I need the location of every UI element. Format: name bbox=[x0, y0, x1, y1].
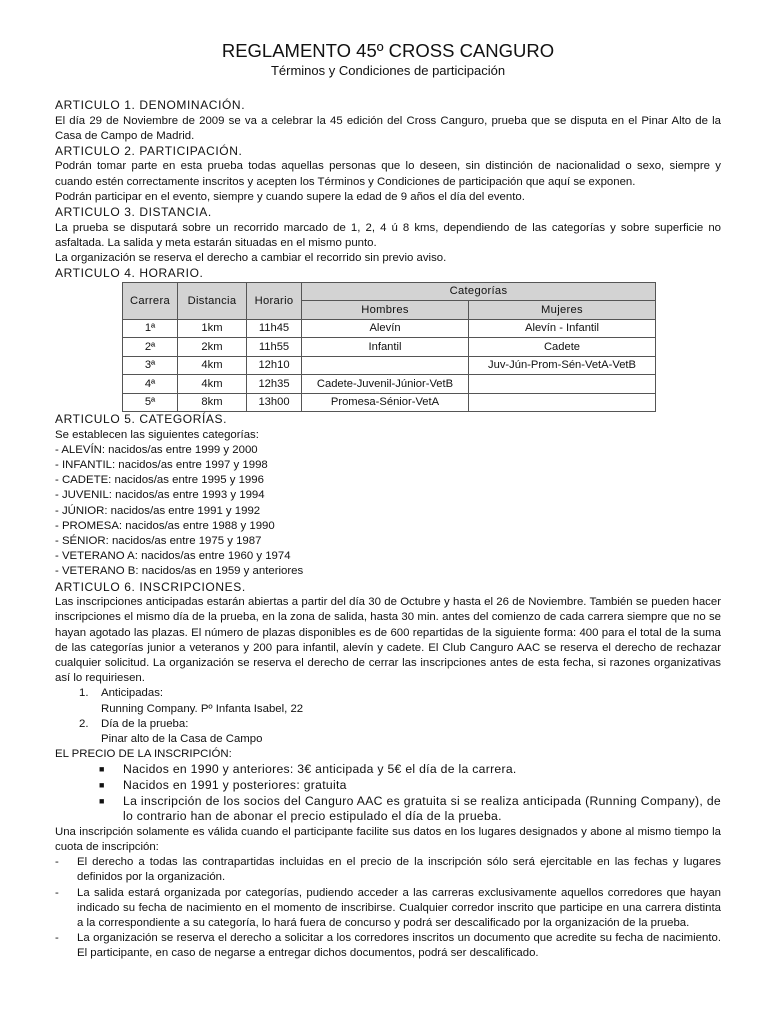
dash-text: La salida estará organizada por categorías, pudiendo acceder a las carreras exclusivamente aquellos corredores que hayan indicado su fecha de nacimiento en el momento de inscribirse. Cualquier corredor inscrito que participe en una carrera distinta a la correspondiente a su categoría, lo hará fuera de concurso y podrá ser descalificado por la organización de la prueba. bbox=[77, 886, 721, 929]
dash-text: La organización se reserva el derecho a solicitar a los corredores inscritos un documento que acredite su fecha de nacimiento. El participante, en caso de negarse a entregar dichos documentos, podrá ser descalificado. bbox=[77, 932, 721, 960]
header-distancia: Distancia bbox=[178, 282, 247, 319]
item-detail: Pinar alto de la Casa de Campo bbox=[101, 732, 263, 745]
cell-mujeres: Juv-Jún-Prom-Sén-VetA-VetB bbox=[469, 356, 656, 375]
category-item: - ALEVÍN: nacidos/as entre 1999 y 2000 bbox=[55, 443, 258, 456]
item-number: 2. bbox=[79, 717, 89, 730]
square-bullet-icon: ■ bbox=[99, 764, 105, 775]
category-item: - PROMESA: nacidos/as entre 1988 y 1990 bbox=[55, 519, 275, 532]
cell-mujeres: Cadete bbox=[469, 338, 656, 357]
header-categorias: Categorías bbox=[302, 282, 656, 301]
header-mujeres: Mujeres bbox=[469, 301, 656, 320]
article-2-paragraph-2: Podrán participar en el evento, siempre y cuando supere la edad de 9 años el día del evento. bbox=[55, 190, 525, 203]
cell-carrera: 3ª bbox=[123, 356, 178, 375]
cell-horario: 12h10 bbox=[247, 356, 302, 375]
cell-distancia: 2km bbox=[178, 338, 247, 357]
cell-horario: 13h00 bbox=[247, 393, 302, 412]
article-6-paragraph-1: Las inscripciones anticipadas estarán abiertas a partir del día 30 de Octubre y hasta el 26 de Noviembre. También se pueden hacer inscripciones el mismo día de la prueba, en la zona de salida, hasta 30 min. antes del comienzo de cada carrera siempre que no se hayan agotado las plazas. El número de plazas disponibles es de 600 repartidas de la siguiente forma: 400 para el total de la suma de las categorías junior a veteranos y 200 para infantil, alevín y cadete. El Club Canguro AAC se reserva el derecho de rechazar cualquier solicitud. La organización se reserva el derecho de cerrar las inscripciones antes de esta fecha, si razones organizativas así lo requiriesen. bbox=[55, 596, 721, 685]
article-5-heading: ARTICULO 5. CATEGORÍAS. bbox=[55, 412, 228, 427]
header-hombres: Hombres bbox=[302, 301, 469, 320]
article-3-paragraph-1: La prueba se disputará sobre un recorrido marcado de 1, 2, 4 ú 8 kms, dependiendo de las categorías y sobre superficie no asfaltada. La salida y meta estarán situadas en el mismo punto. bbox=[55, 221, 721, 249]
article-5-intro: Se establecen las siguientes categorías: bbox=[55, 428, 259, 441]
price-heading: EL PRECIO DE LA INSCRIPCIÓN: bbox=[55, 748, 232, 761]
item-number: 1. bbox=[79, 687, 89, 700]
cell-hombres: Cadete-Juvenil-Júnior-VetB bbox=[302, 375, 469, 394]
list-item bbox=[55, 886, 721, 932]
list-item bbox=[55, 931, 721, 961]
document-subtitle: Términos y Condiciones de participación bbox=[270, 63, 506, 78]
cell-horario: 12h35 bbox=[247, 375, 302, 394]
cell-mujeres bbox=[469, 393, 656, 412]
category-item: - JÚNIOR: nacidos/as entre 1991 y 1992 bbox=[55, 504, 261, 517]
cell-horario: 11h55 bbox=[247, 338, 302, 357]
cell-distancia: 1km bbox=[178, 319, 247, 338]
numbered-item bbox=[55, 717, 721, 732]
cell-hombres bbox=[302, 356, 469, 375]
numbered-item bbox=[55, 686, 721, 701]
price-list bbox=[55, 762, 721, 824]
price-text: Nacidos en 1991 y posteriores: gratuita bbox=[123, 777, 347, 792]
table-row bbox=[123, 338, 656, 357]
cell-mujeres bbox=[469, 375, 656, 394]
table-row bbox=[123, 375, 656, 394]
article-3-paragraph-2: La organización se reserva el derecho a cambiar el recorrido sin previo aviso. bbox=[55, 251, 447, 264]
item-label: Anticipadas: bbox=[101, 687, 164, 700]
article-3-heading: ARTICULO 3. DISTANCIA. bbox=[55, 205, 212, 220]
article-6-paragraph-2: Una inscripción solamente es válida cuando el participante facilite sus datos en los lugares designados y abone al mismo tiempo la cuota de inscripción: bbox=[55, 825, 721, 853]
category-item: - VETERANO B: nacidos/as en 1959 y anteriores bbox=[55, 565, 304, 578]
article-6-heading: ARTICULO 6. INSCRIPCIONES. bbox=[55, 579, 246, 594]
article-2-heading: ARTICULO 2. PARTICIPACIÓN. bbox=[55, 143, 243, 158]
cell-distancia: 4km bbox=[178, 356, 247, 375]
cell-carrera: 5ª bbox=[123, 393, 178, 412]
square-bullet-icon: ■ bbox=[99, 779, 105, 790]
dash-marker: - bbox=[55, 856, 59, 869]
document-title: REGLAMENTO 45º CROSS CANGURO bbox=[221, 40, 555, 61]
table-row bbox=[123, 393, 656, 412]
header-horario: Horario bbox=[247, 282, 302, 319]
cell-carrera: 4ª bbox=[123, 375, 178, 394]
cell-hombres: Alevín bbox=[302, 319, 469, 338]
cell-distancia: 4km bbox=[178, 375, 247, 394]
dash-text: El derecho a todas las contrapartidas incluidas en el precio de la inscripción sólo será ejercitable en las fechas y lugares definidos por la organización. bbox=[77, 856, 721, 884]
cell-hombres: Infantil bbox=[302, 338, 469, 357]
category-item: - CADETE: nacidos/as entre 1995 y 1996 bbox=[55, 474, 264, 487]
header-carrera: Carrera bbox=[123, 282, 178, 319]
item-detail: Running Company. Pº Infanta Isabel, 22 bbox=[101, 702, 304, 715]
price-text: La inscripción de los socios del Canguro AAC es gratuita si se realiza anticipada (Running Company), de lo contrario han de abonar el precio estipulado el día de la prueba. bbox=[123, 793, 721, 824]
price-text: Nacidos en 1990 y anteriores: 3€ anticipada y 5€ el día de la carrera. bbox=[123, 762, 517, 777]
category-item: - INFANTIL: nacidos/as entre 1997 y 1998 bbox=[55, 459, 268, 472]
cell-mujeres: Alevín - Infantil bbox=[469, 319, 656, 338]
category-item: - SÉNIOR: nacidos/as entre 1975 y 1987 bbox=[55, 535, 262, 548]
list-item bbox=[99, 778, 721, 794]
cell-distancia: 8km bbox=[178, 393, 247, 412]
dash-marker: - bbox=[55, 886, 59, 899]
list-item bbox=[99, 794, 721, 825]
table-row bbox=[123, 319, 656, 338]
category-item: - JUVENIL: nacidos/as entre 1993 y 1994 bbox=[55, 489, 265, 502]
item-label: Día de la prueba: bbox=[101, 717, 189, 730]
cell-horario: 11h45 bbox=[247, 319, 302, 338]
schedule-table bbox=[122, 282, 656, 413]
list-item bbox=[99, 762, 721, 778]
article-2-paragraph-1: Podrán tomar parte en esta prueba todas aquellas personas que lo deseen, sin distinción de nacionalidad o sexo, siempre y cuando estén correctamente inscritos y acepten los Términos y Condiciones de participación que aquí se exponen. bbox=[55, 160, 721, 188]
article-4-heading: ARTICULO 4. HORARIO. bbox=[55, 266, 204, 281]
category-item: - VETERANO A: nacidos/as entre 1960 y 1974 bbox=[55, 550, 291, 563]
article-1-heading: ARTICULO 1. DENOMINACIÓN. bbox=[55, 98, 246, 112]
table-row bbox=[123, 356, 656, 375]
cell-hombres: Promesa-Sénior-VetA bbox=[302, 393, 469, 412]
cell-carrera: 1ª bbox=[123, 319, 178, 338]
cell-carrera: 2ª bbox=[123, 338, 178, 357]
article-1-text: El día 29 de Noviembre de 2009 se va a celebrar la 45 edición del Cross Canguro, prueba que se disputa en el Pinar Alto de la Casa de Campo de Madrid. bbox=[55, 114, 721, 142]
document-page bbox=[55, 40, 721, 962]
list-item bbox=[55, 855, 721, 885]
square-bullet-icon: ■ bbox=[99, 795, 105, 806]
dash-marker: - bbox=[55, 932, 59, 945]
